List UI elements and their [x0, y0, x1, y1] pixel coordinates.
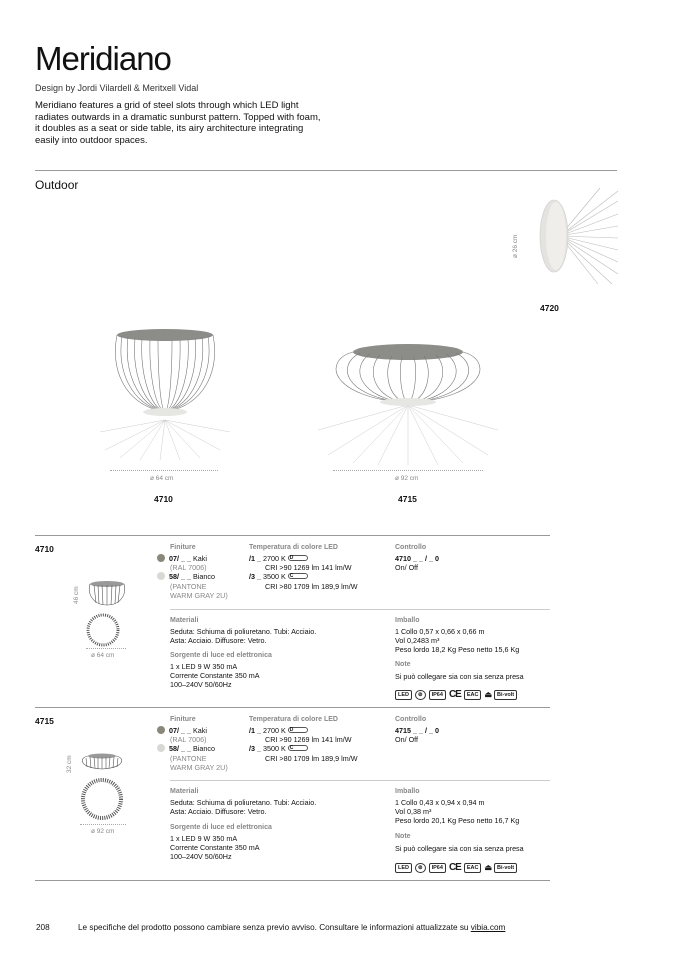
light-source-heading: Sorgente di luce ed elettronica: [170, 652, 272, 659]
materials-4715: Seduta: Schiuma di poliuretano. Tubi: Acciaio. Asta: Acciaio. Diffusore: Vetro.: [170, 798, 317, 817]
diameter-label-4715: ø 92 cm: [91, 828, 115, 835]
energy-class-c-icon: C: [288, 745, 308, 751]
header-divider: [35, 170, 617, 171]
lamp-4715-image: [318, 335, 498, 465]
class-ii-icon: ⊚: [415, 690, 426, 700]
materials-heading: Materiali: [170, 617, 199, 624]
control-4715: 4715 _ _ / _ 0 On/ Off: [395, 726, 439, 745]
control-heading-4715: Controllo: [395, 716, 427, 723]
designer-credit: Design by Jordi Vilardell & Meritxell Vidal: [35, 83, 199, 93]
light-source-4710: 1 x LED 9 W 350 mA Corrente Constante 350 mA 100–240V 50/60Hz: [170, 662, 260, 690]
kaki-swatch: [157, 726, 165, 734]
eac-badge: EAC: [464, 863, 482, 873]
packaging-4715: 1 Collo 0,43 x 0,94 x 0,94 m Vol 0,38 m³ Peso lordo 20,1 Kg Peso netto 16,7 Kg: [395, 798, 520, 826]
energy-class-d-icon: D: [288, 555, 308, 561]
notes-heading-4715: Note: [395, 833, 411, 840]
energy-class-c-icon: C: [288, 573, 308, 579]
materials-heading-4715: Materiali: [170, 788, 199, 795]
spec-inner-divider-4710: [170, 609, 550, 610]
product-code-4720: 4720: [540, 303, 559, 313]
ip64-badge: IP64: [429, 863, 446, 873]
led-badge: LED: [395, 690, 412, 700]
wall-lamp-4720-image: [520, 186, 620, 286]
bianco-swatch: [157, 572, 165, 580]
spec-divider-top-4715: [35, 707, 550, 708]
dimension-line-spec-4710: [86, 648, 126, 649]
ce-mark: CE: [448, 689, 461, 701]
page-title: Meridiano: [35, 40, 171, 77]
bivolt-badge: Bi-volt: [494, 863, 517, 873]
footer-disclaimer: Le specifiche del prodotto possono cambiare senza previo avviso. Consultare le informazioni attualizzate su vibia.com: [78, 923, 506, 932]
size-label-4710: ø 64 cm: [150, 475, 174, 482]
packaging-heading: Imballo: [395, 617, 420, 624]
cert-badges-4710: [395, 686, 520, 704]
notes-heading: Note: [395, 661, 411, 668]
side-view-4715: [78, 752, 126, 772]
lamp-4710-image: [100, 320, 230, 460]
control-heading: Controllo: [395, 544, 427, 551]
dimension-line-4710: [110, 470, 218, 471]
dimension-line-4715: [333, 470, 483, 471]
height-label-4710: 46 cm: [73, 586, 80, 604]
notes-4715: Si può collegare sia con sia senza presa: [395, 844, 524, 853]
top-view-4710: [85, 612, 121, 648]
control-4710: 4710 _ _ / _ 0 On/ Off: [395, 554, 439, 573]
ip64-badge: IP64: [429, 690, 446, 700]
spec-divider-bottom: [35, 880, 550, 881]
materials-4710: Seduta: Schiuma di poliuretano. Tubi: Acciaio. Asta: Acciaio. Diffusore: Vetro.: [170, 627, 317, 646]
bivolt-badge: Bi-volt: [494, 690, 517, 700]
product-code-4715: 4715: [398, 494, 417, 504]
light-source-4715: 1 x LED 9 W 350 mA Corrente Constante 350 mA 100–240V 50/60Hz: [170, 834, 260, 862]
color-temp-heading-4715: Temperatura di colore LED: [249, 716, 338, 723]
ce-mark: CE: [448, 862, 461, 874]
packaging-heading-4715: Imballo: [395, 788, 420, 795]
spec-divider-top-4710: [35, 535, 550, 536]
side-view-4710: [86, 580, 128, 608]
class-ii-icon: ⊚: [415, 863, 426, 873]
cert-badges-4715: [395, 859, 520, 877]
size-label-4715: ø 92 cm: [395, 475, 419, 482]
vibia-link[interactable]: vibia.com: [470, 923, 506, 932]
kaki-swatch: [157, 554, 165, 562]
spec-inner-divider-4715: [170, 780, 550, 781]
page-number: 208: [36, 923, 50, 932]
finishes-heading: Finiture: [170, 544, 196, 551]
spec-code-4710: 4710: [35, 544, 54, 554]
product-description: Meridiano features a grid of steel slots through which LED light radiates outwards in a dramatic sunburst pattern. Topped with foam, it doubles as a seat or side table, its airy architecture integrating easily into outdoor spaces.: [35, 100, 321, 146]
bianco-swatch: [157, 744, 165, 752]
notes-4710: Si può collegare sia con sia senza presa: [395, 672, 524, 681]
section-title: Outdoor: [35, 178, 79, 192]
diameter-label-4710: ø 64 cm: [91, 652, 115, 659]
energy-class-d-icon: D: [288, 727, 308, 733]
top-view-4715: [79, 776, 125, 822]
dimension-line-spec-4715: [80, 824, 126, 825]
finishes-heading-4715: Finiture: [170, 716, 196, 723]
finish-kaki-4715: 07/ _ _ Kaki (RAL 7006) 58/ _ _ Bianco (PANTONE WARM GRAY 2U): [157, 726, 228, 772]
packaging-4710: 1 Collo 0,57 x 0,66 x 0,66 m Vol 0,2483 m³ Peso lordo 18,2 Kg Peso netto 15,6 Kg: [395, 627, 520, 655]
color-temp-list-4715: /1 _ 2700 K D CRI >90 1269 lm 141 lm/W /3 _ 3500 K C CRI >80 1709 lm 189,9 lm/W: [249, 726, 358, 763]
light-source-heading-4715: Sorgente di luce ed elettronica: [170, 824, 272, 831]
spec-code-4715: 4715: [35, 716, 54, 726]
led-badge: LED: [395, 863, 412, 873]
plug-icon: ⏏: [484, 863, 492, 873]
color-temp-heading: Temperatura di colore LED: [249, 544, 338, 551]
eac-badge: EAC: [464, 690, 482, 700]
height-label-4715: 32 cm: [66, 755, 73, 773]
color-temp-list-4710: /1 _ 2700 K D CRI >90 1269 lm 141 lm/W /3 _ 3500 K C CRI >80 1709 lm 189,9 lm/W: [249, 554, 358, 591]
product-code-4710: 4710: [154, 494, 173, 504]
finish-kaki-4710: 07/ _ _ Kaki (RAL 7006) 58/ _ _ Bianco (PANTONE WARM GRAY 2U): [157, 554, 228, 600]
plug-icon: ⏏: [484, 690, 492, 700]
size-label-4720: ø 26 cm: [512, 234, 519, 258]
